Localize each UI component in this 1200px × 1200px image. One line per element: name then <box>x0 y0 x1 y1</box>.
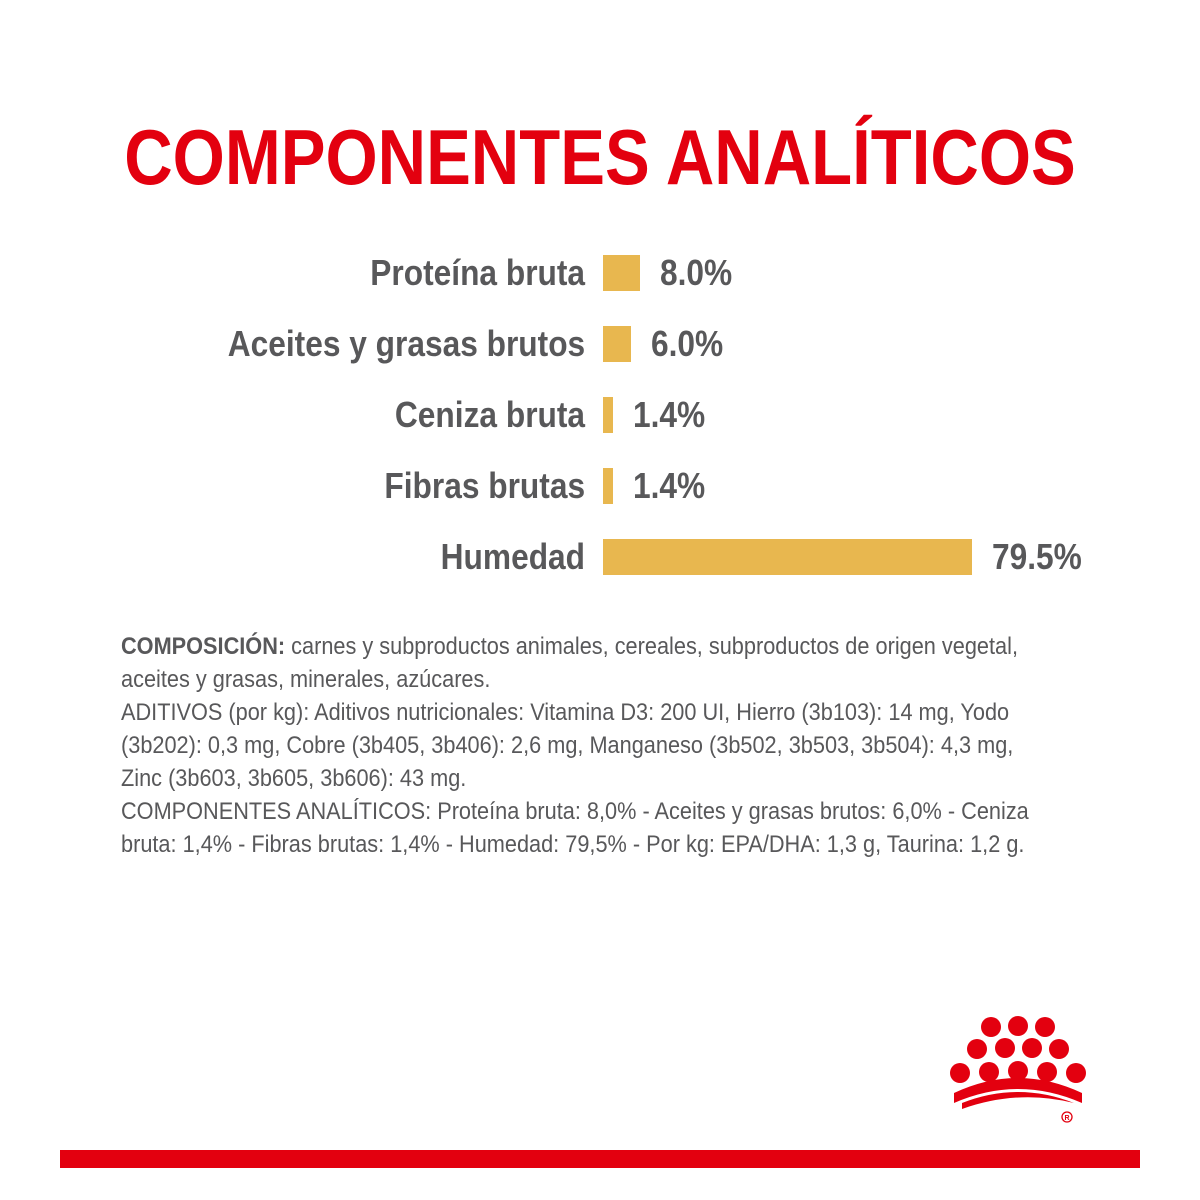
additives-line-1: ADITIVOS (por kg): Aditivos nutricionales: Vitamina D3: 200 UI, Hierro (3b103): 14 mg, Yodo <box>121 699 1010 726</box>
composition-label: COMPOSICIÓN: <box>121 633 286 660</box>
bar <box>603 326 631 362</box>
category-label: Humedad <box>440 536 585 577</box>
additives-line-2: (3b202): 0,3 mg, Cobre (3b405, 3b406): 2,6 mg, Manganeso (3b502, 3b503, 3b504): 4,3 mg, <box>121 732 1014 759</box>
composition-line-2: aceites y grasas, minerales, azúcares. <box>121 666 491 693</box>
composition-line-1-text: carnes y subproductos animales, cereales, subproductos de origen vegetal, <box>285 633 1018 660</box>
value-label: 1.4% <box>633 394 706 435</box>
royal-canin-crown-icon <box>946 1015 1090 1125</box>
bar <box>603 539 972 575</box>
value-label: 8.0% <box>660 252 733 293</box>
composition-text <box>121 630 1121 861</box>
svg-text:R: R <box>1064 1115 1070 1122</box>
value-label: 1.4% <box>633 465 706 506</box>
category-label: Ceniza bruta <box>394 394 585 435</box>
additives-line-3: Zinc (3b603, 3b605, 3b606): 43 mg. <box>121 765 467 792</box>
composition-line-1 <box>121 630 1117 663</box>
analytical-line-1: COMPONENTES ANALÍTICOS: Proteína bruta: 8,0% - Aceites y grasas brutos: 6,0% - Ceniza <box>121 798 1029 825</box>
value-label: 6.0% <box>651 323 724 364</box>
category-label: Fibras brutas <box>384 465 585 506</box>
bar <box>603 468 613 504</box>
value-label: 79.5% <box>992 536 1082 577</box>
bar <box>603 255 640 291</box>
analytical-line-2: bruta: 1,4% - Fibras brutas: 1,4% - Humedad: 79,5% - Por kg: EPA/DHA: 1,3 g, Taurina: 1,2 g. <box>121 831 1025 858</box>
category-label: Proteína bruta <box>370 252 585 293</box>
footer-red-bar <box>60 1150 1140 1168</box>
page-title: COMPONENTES ANALÍTICOS <box>124 113 1076 201</box>
bar <box>603 397 613 433</box>
category-label: Aceites y grasas brutos <box>227 323 585 364</box>
